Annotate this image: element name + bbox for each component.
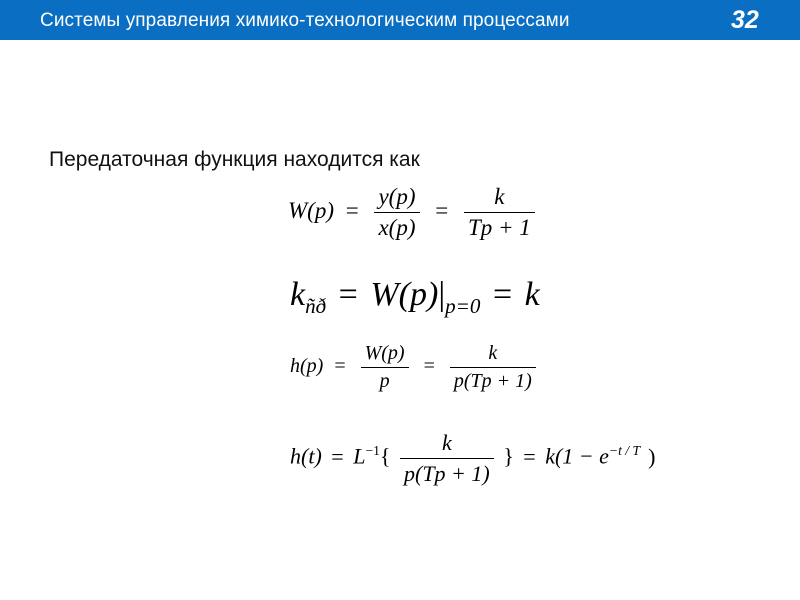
formula2-eq: = <box>338 276 358 313</box>
formula2-k-sub: ñð <box>305 293 327 318</box>
formula4-eq: = <box>331 443 344 469</box>
formula-step-response-image <box>290 342 540 393</box>
slide-header <box>0 0 800 40</box>
formula4-brace-open: { <box>379 443 391 469</box>
formula4-lhs: h(t) <box>290 443 322 469</box>
formula-static-gain <box>290 276 540 319</box>
formula3-frac1 <box>361 342 409 393</box>
formula1-frac1 <box>374 184 419 241</box>
formula4-frac-num: k <box>400 430 494 459</box>
formula2-k: k <box>290 276 306 313</box>
formula4-frac <box>400 430 494 487</box>
formula3-frac2 <box>450 342 536 393</box>
formula1-frac1-num: y(p) <box>374 184 419 213</box>
formula4-L-sup: −1 <box>365 443 380 459</box>
formula1-frac1-den: x(p) <box>378 215 416 240</box>
formula4-brace-close: } <box>503 443 514 469</box>
formula3-frac1-num: W(p) <box>361 342 409 368</box>
formula3-eq: = <box>334 355 346 378</box>
formula1-frac2-num: k <box>464 184 535 213</box>
formula3-lhs: h(p) <box>290 355 324 378</box>
formula2-bar: | <box>438 276 446 313</box>
formula-step-response-time <box>290 430 655 487</box>
formula3-eq2: = <box>423 355 435 378</box>
formula2-rhs: k <box>524 276 540 313</box>
formula4-eq2: = <box>523 443 536 469</box>
formula-transfer-function <box>288 184 539 241</box>
formula2-eq2: = <box>492 276 513 313</box>
intro-text: Передаточная функция находится как <box>49 148 420 171</box>
formula4-rhs-sup: −t / T <box>608 443 641 459</box>
formula1-lhs: W(p) <box>288 197 334 223</box>
formula4-rhs-post: ) <box>648 443 656 469</box>
header-title: Системы управления химико-технологическим процессами <box>40 10 570 31</box>
formula1-eq2: = <box>435 197 449 223</box>
formula3-frac2-num: k <box>450 342 536 368</box>
formula3-frac2-den: p(Tp + 1) <box>453 370 532 392</box>
formula4-L: L <box>353 443 366 469</box>
formula2-w: W(p) <box>370 276 439 313</box>
slide-number: 32 <box>731 6 759 34</box>
formula2-cond: p=0 <box>445 293 481 318</box>
formula4-frac-den: p(Tp + 1) <box>404 461 490 486</box>
formula1-frac2 <box>464 184 535 241</box>
formula1-eq: = <box>345 197 359 223</box>
formula1-frac2-den: Tp + 1 <box>467 215 531 240</box>
formula4-rhs-pre: k(1 − e <box>545 443 609 469</box>
formula3-frac1-den: p <box>379 370 390 392</box>
